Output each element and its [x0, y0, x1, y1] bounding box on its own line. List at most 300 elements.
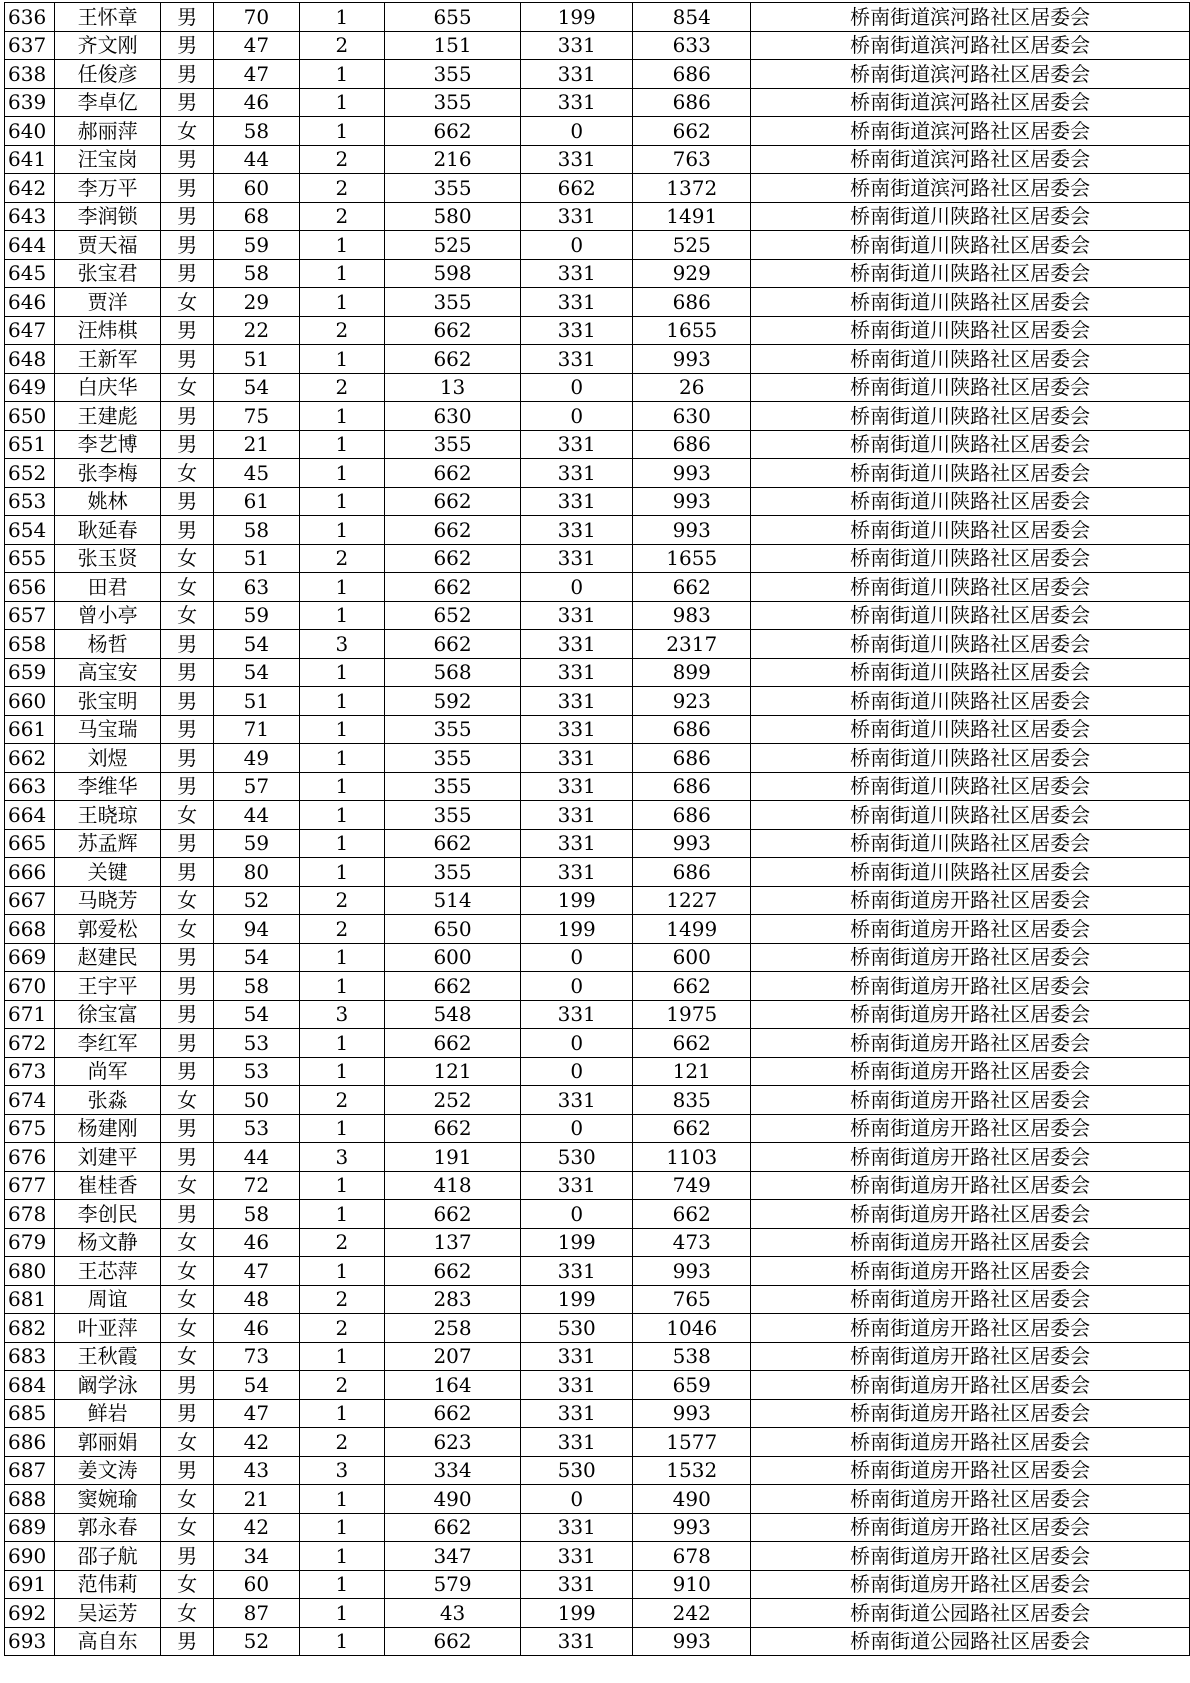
household-size-cell: 1 — [299, 430, 384, 459]
standard-amount-cell: 191 — [385, 1143, 521, 1172]
table-row — [5, 487, 1190, 516]
table-row — [5, 1143, 1190, 1172]
row-number: 652 — [5, 459, 55, 488]
total-amount-cell: 662 — [633, 117, 751, 146]
gender-cell: 男 — [161, 60, 214, 89]
row-number: 651 — [5, 430, 55, 459]
total-amount-cell: 686 — [633, 858, 751, 887]
subsidy-amount-cell: 0 — [521, 117, 633, 146]
community-cell: 桥南街道房开路社区居委会 — [751, 1456, 1190, 1485]
table-row — [5, 1456, 1190, 1485]
subsidy-amount-cell: 0 — [521, 573, 633, 602]
gender-cell: 男 — [161, 316, 214, 345]
table-row — [5, 231, 1190, 260]
total-amount-cell: 662 — [633, 972, 751, 1001]
community-cell: 桥南街道房开路社区居委会 — [751, 1171, 1190, 1200]
row-number: 683 — [5, 1342, 55, 1371]
age-cell: 53 — [214, 1029, 300, 1058]
total-amount-cell: 1227 — [633, 886, 751, 915]
total-amount-cell: 993 — [633, 1257, 751, 1286]
table-row — [5, 972, 1190, 1001]
subsidy-amount-cell: 199 — [521, 1228, 633, 1257]
standard-amount-cell: 662 — [385, 1114, 521, 1143]
community-cell: 桥南街道川陕路社区居委会 — [751, 801, 1190, 830]
standard-amount-cell: 347 — [385, 1542, 521, 1571]
row-number: 682 — [5, 1314, 55, 1343]
gender-cell: 男 — [161, 430, 214, 459]
subsidy-amount-cell: 331 — [521, 772, 633, 801]
row-number: 636 — [5, 3, 55, 32]
community-cell: 桥南街道川陕路社区居委会 — [751, 459, 1190, 488]
standard-amount-cell: 652 — [385, 601, 521, 630]
standard-amount-cell: 662 — [385, 630, 521, 659]
age-cell: 44 — [214, 1143, 300, 1172]
total-amount-cell: 538 — [633, 1342, 751, 1371]
table-row — [5, 174, 1190, 203]
household-size-cell: 1 — [299, 459, 384, 488]
row-number: 686 — [5, 1428, 55, 1457]
row-number: 657 — [5, 601, 55, 630]
community-cell: 桥南街道川陕路社区居委会 — [751, 487, 1190, 516]
total-amount-cell: 1499 — [633, 915, 751, 944]
standard-amount-cell: 662 — [385, 516, 521, 545]
household-size-cell: 1 — [299, 1171, 384, 1200]
name-cell: 刘煜 — [55, 744, 161, 773]
subsidy-amount-cell: 331 — [521, 1257, 633, 1286]
standard-amount-cell: 548 — [385, 1000, 521, 1029]
row-number: 655 — [5, 544, 55, 573]
age-cell: 21 — [214, 1485, 300, 1514]
household-size-cell: 2 — [299, 174, 384, 203]
household-size-cell: 1 — [299, 1257, 384, 1286]
table-row — [5, 544, 1190, 573]
age-cell: 58 — [214, 516, 300, 545]
age-cell: 42 — [214, 1513, 300, 1542]
row-number: 685 — [5, 1399, 55, 1428]
community-cell: 桥南街道川陕路社区居委会 — [751, 288, 1190, 317]
standard-amount-cell: 662 — [385, 487, 521, 516]
standard-amount-cell: 623 — [385, 1428, 521, 1457]
total-amount-cell: 899 — [633, 658, 751, 687]
gender-cell: 男 — [161, 1143, 214, 1172]
name-cell: 邵子航 — [55, 1542, 161, 1571]
age-cell: 49 — [214, 744, 300, 773]
subsidy-amount-cell: 0 — [521, 1114, 633, 1143]
community-cell: 桥南街道房开路社区居委会 — [751, 1542, 1190, 1571]
gender-cell: 男 — [161, 1399, 214, 1428]
age-cell: 54 — [214, 1371, 300, 1400]
name-cell: 白庆华 — [55, 373, 161, 402]
age-cell: 42 — [214, 1428, 300, 1457]
gender-cell: 女 — [161, 459, 214, 488]
household-size-cell: 1 — [299, 1542, 384, 1571]
household-size-cell: 3 — [299, 1143, 384, 1172]
total-amount-cell: 686 — [633, 288, 751, 317]
age-cell: 58 — [214, 117, 300, 146]
household-size-cell: 1 — [299, 1485, 384, 1514]
community-cell: 桥南街道川陕路社区居委会 — [751, 573, 1190, 602]
table-row — [5, 3, 1190, 32]
row-number: 678 — [5, 1200, 55, 1229]
row-number: 691 — [5, 1570, 55, 1599]
total-amount-cell: 749 — [633, 1171, 751, 1200]
community-cell: 桥南街道房开路社区居委会 — [751, 1570, 1190, 1599]
name-cell: 齐文刚 — [55, 31, 161, 60]
gender-cell: 男 — [161, 31, 214, 60]
row-number: 670 — [5, 972, 55, 1001]
row-number: 637 — [5, 31, 55, 60]
standard-amount-cell: 164 — [385, 1371, 521, 1400]
household-size-cell: 1 — [299, 943, 384, 972]
standard-amount-cell: 662 — [385, 573, 521, 602]
subsidy-amount-cell: 0 — [521, 1485, 633, 1514]
gender-cell: 女 — [161, 1171, 214, 1200]
row-number: 672 — [5, 1029, 55, 1058]
age-cell: 53 — [214, 1114, 300, 1143]
table-row — [5, 1171, 1190, 1200]
table-row — [5, 402, 1190, 431]
name-cell: 范伟莉 — [55, 1570, 161, 1599]
row-number: 681 — [5, 1285, 55, 1314]
gender-cell: 男 — [161, 487, 214, 516]
table-row — [5, 117, 1190, 146]
community-cell: 桥南街道滨河路社区居委会 — [751, 88, 1190, 117]
community-cell: 桥南街道房开路社区居委会 — [751, 1228, 1190, 1257]
row-number: 648 — [5, 345, 55, 374]
age-cell: 45 — [214, 459, 300, 488]
standard-amount-cell: 252 — [385, 1086, 521, 1115]
table-row — [5, 601, 1190, 630]
gender-cell: 男 — [161, 687, 214, 716]
community-cell: 桥南街道房开路社区居委会 — [751, 1428, 1190, 1457]
standard-amount-cell: 137 — [385, 1228, 521, 1257]
standard-amount-cell: 600 — [385, 943, 521, 972]
total-amount-cell: 630 — [633, 402, 751, 431]
subsidy-amount-cell: 199 — [521, 1599, 633, 1628]
table-row — [5, 772, 1190, 801]
gender-cell: 女 — [161, 801, 214, 830]
community-cell: 桥南街道房开路社区居委会 — [751, 1114, 1190, 1143]
standard-amount-cell: 655 — [385, 3, 521, 32]
subsidy-amount-cell: 331 — [521, 1627, 633, 1656]
community-cell: 桥南街道房开路社区居委会 — [751, 1200, 1190, 1229]
community-cell: 桥南街道房开路社区居委会 — [751, 1086, 1190, 1115]
community-cell: 桥南街道川陕路社区居委会 — [751, 345, 1190, 374]
community-cell: 桥南街道房开路社区居委会 — [751, 915, 1190, 944]
age-cell: 44 — [214, 801, 300, 830]
total-amount-cell: 1046 — [633, 1314, 751, 1343]
name-cell: 郭永春 — [55, 1513, 161, 1542]
household-size-cell: 2 — [299, 544, 384, 573]
table-row — [5, 1570, 1190, 1599]
standard-amount-cell: 355 — [385, 801, 521, 830]
total-amount-cell: 993 — [633, 516, 751, 545]
community-cell: 桥南街道滨河路社区居委会 — [751, 174, 1190, 203]
community-cell: 桥南街道川陕路社区居委会 — [751, 658, 1190, 687]
name-cell: 叶亚萍 — [55, 1314, 161, 1343]
standard-amount-cell: 598 — [385, 259, 521, 288]
standard-amount-cell: 579 — [385, 1570, 521, 1599]
community-cell: 桥南街道房开路社区居委会 — [751, 1143, 1190, 1172]
name-cell: 李创民 — [55, 1200, 161, 1229]
gender-cell: 女 — [161, 1513, 214, 1542]
total-amount-cell: 2317 — [633, 630, 751, 659]
household-size-cell: 1 — [299, 1570, 384, 1599]
age-cell: 51 — [214, 687, 300, 716]
standard-amount-cell: 662 — [385, 1200, 521, 1229]
row-number: 667 — [5, 886, 55, 915]
age-cell: 46 — [214, 1314, 300, 1343]
community-cell: 桥南街道川陕路社区居委会 — [751, 516, 1190, 545]
subsidy-amount-cell: 331 — [521, 1513, 633, 1542]
name-cell: 贾天福 — [55, 231, 161, 260]
subsidy-amount-cell: 331 — [521, 430, 633, 459]
household-size-cell: 2 — [299, 373, 384, 402]
table-row — [5, 1057, 1190, 1086]
community-cell: 桥南街道川陕路社区居委会 — [751, 601, 1190, 630]
standard-amount-cell: 13 — [385, 373, 521, 402]
age-cell: 59 — [214, 231, 300, 260]
age-cell: 44 — [214, 145, 300, 174]
subsidy-amount-cell: 331 — [521, 715, 633, 744]
subsidy-amount-cell: 662 — [521, 174, 633, 203]
household-size-cell: 2 — [299, 1285, 384, 1314]
total-amount-cell: 600 — [633, 943, 751, 972]
standard-amount-cell: 355 — [385, 858, 521, 887]
household-size-cell: 3 — [299, 1000, 384, 1029]
total-amount-cell: 1577 — [633, 1428, 751, 1457]
community-cell: 桥南街道滨河路社区居委会 — [751, 31, 1190, 60]
standard-amount-cell: 283 — [385, 1285, 521, 1314]
row-number: 640 — [5, 117, 55, 146]
name-cell: 关键 — [55, 858, 161, 887]
gender-cell: 女 — [161, 544, 214, 573]
standard-amount-cell: 207 — [385, 1342, 521, 1371]
name-cell: 苏孟辉 — [55, 829, 161, 858]
name-cell: 汪炜棋 — [55, 316, 161, 345]
gender-cell: 男 — [161, 772, 214, 801]
gender-cell: 男 — [161, 202, 214, 231]
row-number: 687 — [5, 1456, 55, 1485]
household-size-cell: 1 — [299, 259, 384, 288]
subsidy-amount-cell: 0 — [521, 231, 633, 260]
household-size-cell: 1 — [299, 829, 384, 858]
name-cell: 鲜岩 — [55, 1399, 161, 1428]
subsidy-amount-cell: 0 — [521, 972, 633, 1001]
standard-amount-cell: 121 — [385, 1057, 521, 1086]
row-number: 661 — [5, 715, 55, 744]
subsidy-amount-cell: 331 — [521, 1542, 633, 1571]
household-size-cell: 1 — [299, 772, 384, 801]
row-number: 693 — [5, 1627, 55, 1656]
household-size-cell: 1 — [299, 1513, 384, 1542]
household-size-cell: 1 — [299, 1057, 384, 1086]
gender-cell: 女 — [161, 915, 214, 944]
household-size-cell: 3 — [299, 630, 384, 659]
household-size-cell: 2 — [299, 1314, 384, 1343]
name-cell: 郝丽萍 — [55, 117, 161, 146]
total-amount-cell: 854 — [633, 3, 751, 32]
gender-cell: 男 — [161, 259, 214, 288]
subsidy-amount-cell: 331 — [521, 1086, 633, 1115]
total-amount-cell: 686 — [633, 715, 751, 744]
standard-amount-cell: 151 — [385, 31, 521, 60]
table-row — [5, 88, 1190, 117]
name-cell: 张玉贤 — [55, 544, 161, 573]
gender-cell: 女 — [161, 1086, 214, 1115]
standard-amount-cell: 514 — [385, 886, 521, 915]
community-cell: 桥南街道滨河路社区居委会 — [751, 145, 1190, 174]
standard-amount-cell: 355 — [385, 288, 521, 317]
gender-cell: 男 — [161, 231, 214, 260]
gender-cell: 男 — [161, 1200, 214, 1229]
row-number: 662 — [5, 744, 55, 773]
gender-cell: 男 — [161, 744, 214, 773]
row-number: 665 — [5, 829, 55, 858]
table-row — [5, 1086, 1190, 1115]
household-size-cell: 1 — [299, 1399, 384, 1428]
name-cell: 李艺博 — [55, 430, 161, 459]
table-row — [5, 1228, 1190, 1257]
standard-amount-cell: 662 — [385, 544, 521, 573]
gender-cell: 男 — [161, 829, 214, 858]
gender-cell: 男 — [161, 174, 214, 203]
row-number: 660 — [5, 687, 55, 716]
standard-amount-cell: 580 — [385, 202, 521, 231]
row-number: 659 — [5, 658, 55, 687]
gender-cell: 女 — [161, 1428, 214, 1457]
name-cell: 汪宝岗 — [55, 145, 161, 174]
row-number: 688 — [5, 1485, 55, 1514]
community-cell: 桥南街道公园路社区居委会 — [751, 1599, 1190, 1628]
total-amount-cell: 633 — [633, 31, 751, 60]
household-size-cell: 1 — [299, 1627, 384, 1656]
total-amount-cell: 473 — [633, 1228, 751, 1257]
subsidy-amount-cell: 331 — [521, 288, 633, 317]
gender-cell: 女 — [161, 573, 214, 602]
subsidy-amount-cell: 199 — [521, 915, 633, 944]
household-size-cell: 1 — [299, 516, 384, 545]
total-amount-cell: 662 — [633, 1114, 751, 1143]
standard-amount-cell: 662 — [385, 829, 521, 858]
name-cell: 王建彪 — [55, 402, 161, 431]
total-amount-cell: 1655 — [633, 544, 751, 573]
total-amount-cell: 678 — [633, 1542, 751, 1571]
community-cell: 桥南街道川陕路社区居委会 — [751, 715, 1190, 744]
name-cell: 郭丽娟 — [55, 1428, 161, 1457]
total-amount-cell: 686 — [633, 772, 751, 801]
community-cell: 桥南街道川陕路社区居委会 — [751, 544, 1190, 573]
total-amount-cell: 686 — [633, 60, 751, 89]
community-cell: 桥南街道房开路社区居委会 — [751, 1399, 1190, 1428]
gender-cell: 女 — [161, 1342, 214, 1371]
household-size-cell: 2 — [299, 202, 384, 231]
community-cell: 桥南街道滨河路社区居委会 — [751, 60, 1190, 89]
community-cell: 桥南街道房开路社区居委会 — [751, 1342, 1190, 1371]
age-cell: 70 — [214, 3, 300, 32]
community-cell: 桥南街道川陕路社区居委会 — [751, 687, 1190, 716]
table-body — [5, 3, 1190, 1656]
age-cell: 59 — [214, 829, 300, 858]
table-row — [5, 1399, 1190, 1428]
community-cell: 桥南街道房开路社区居委会 — [751, 1029, 1190, 1058]
table-row — [5, 1342, 1190, 1371]
row-number: 680 — [5, 1257, 55, 1286]
name-cell: 徐宝富 — [55, 1000, 161, 1029]
age-cell: 46 — [214, 88, 300, 117]
gender-cell: 女 — [161, 886, 214, 915]
standard-amount-cell: 662 — [385, 316, 521, 345]
subsidy-amount-cell: 331 — [521, 1342, 633, 1371]
name-cell: 王芯萍 — [55, 1257, 161, 1286]
subsidy-amount-cell: 331 — [521, 1428, 633, 1457]
name-cell: 李卓亿 — [55, 88, 161, 117]
gender-cell: 男 — [161, 1114, 214, 1143]
table-row — [5, 60, 1190, 89]
subsidy-amount-cell: 331 — [521, 744, 633, 773]
standard-amount-cell: 662 — [385, 117, 521, 146]
age-cell: 54 — [214, 943, 300, 972]
name-cell: 赵建民 — [55, 943, 161, 972]
community-cell: 桥南街道川陕路社区居委会 — [751, 744, 1190, 773]
total-amount-cell: 993 — [633, 487, 751, 516]
total-amount-cell: 910 — [633, 1570, 751, 1599]
gender-cell: 男 — [161, 715, 214, 744]
gender-cell: 男 — [161, 516, 214, 545]
subsidy-amount-cell: 331 — [521, 858, 633, 887]
subsidy-amount-cell: 331 — [521, 1371, 633, 1400]
gender-cell: 男 — [161, 972, 214, 1001]
gender-cell: 女 — [161, 1228, 214, 1257]
standard-amount-cell: 355 — [385, 174, 521, 203]
table-row — [5, 430, 1190, 459]
age-cell: 60 — [214, 1570, 300, 1599]
age-cell: 58 — [214, 259, 300, 288]
age-cell: 47 — [214, 1399, 300, 1428]
community-cell: 桥南街道房开路社区居委会 — [751, 1057, 1190, 1086]
household-size-cell: 1 — [299, 345, 384, 374]
community-cell: 桥南街道滨河路社区居委会 — [751, 117, 1190, 146]
standard-amount-cell: 355 — [385, 715, 521, 744]
total-amount-cell: 686 — [633, 801, 751, 830]
community-cell: 桥南街道川陕路社区居委会 — [751, 402, 1190, 431]
gender-cell: 女 — [161, 117, 214, 146]
total-amount-cell: 983 — [633, 601, 751, 630]
gender-cell: 女 — [161, 1599, 214, 1628]
row-number: 689 — [5, 1513, 55, 1542]
household-size-cell: 2 — [299, 1371, 384, 1400]
table-row — [5, 31, 1190, 60]
household-size-cell: 2 — [299, 886, 384, 915]
household-size-cell: 1 — [299, 487, 384, 516]
table-row — [5, 943, 1190, 972]
name-cell: 阚学泳 — [55, 1371, 161, 1400]
age-cell: 54 — [214, 1000, 300, 1029]
table-row — [5, 1428, 1190, 1457]
gender-cell: 男 — [161, 1456, 214, 1485]
household-size-cell: 1 — [299, 88, 384, 117]
subsidy-amount-cell: 331 — [521, 1399, 633, 1428]
row-number: 639 — [5, 88, 55, 117]
row-number: 664 — [5, 801, 55, 830]
age-cell: 54 — [214, 373, 300, 402]
name-cell: 李维华 — [55, 772, 161, 801]
subsidy-amount-cell: 331 — [521, 316, 633, 345]
standard-amount-cell: 355 — [385, 430, 521, 459]
total-amount-cell: 242 — [633, 1599, 751, 1628]
household-size-cell: 1 — [299, 117, 384, 146]
household-size-cell: 3 — [299, 1456, 384, 1485]
